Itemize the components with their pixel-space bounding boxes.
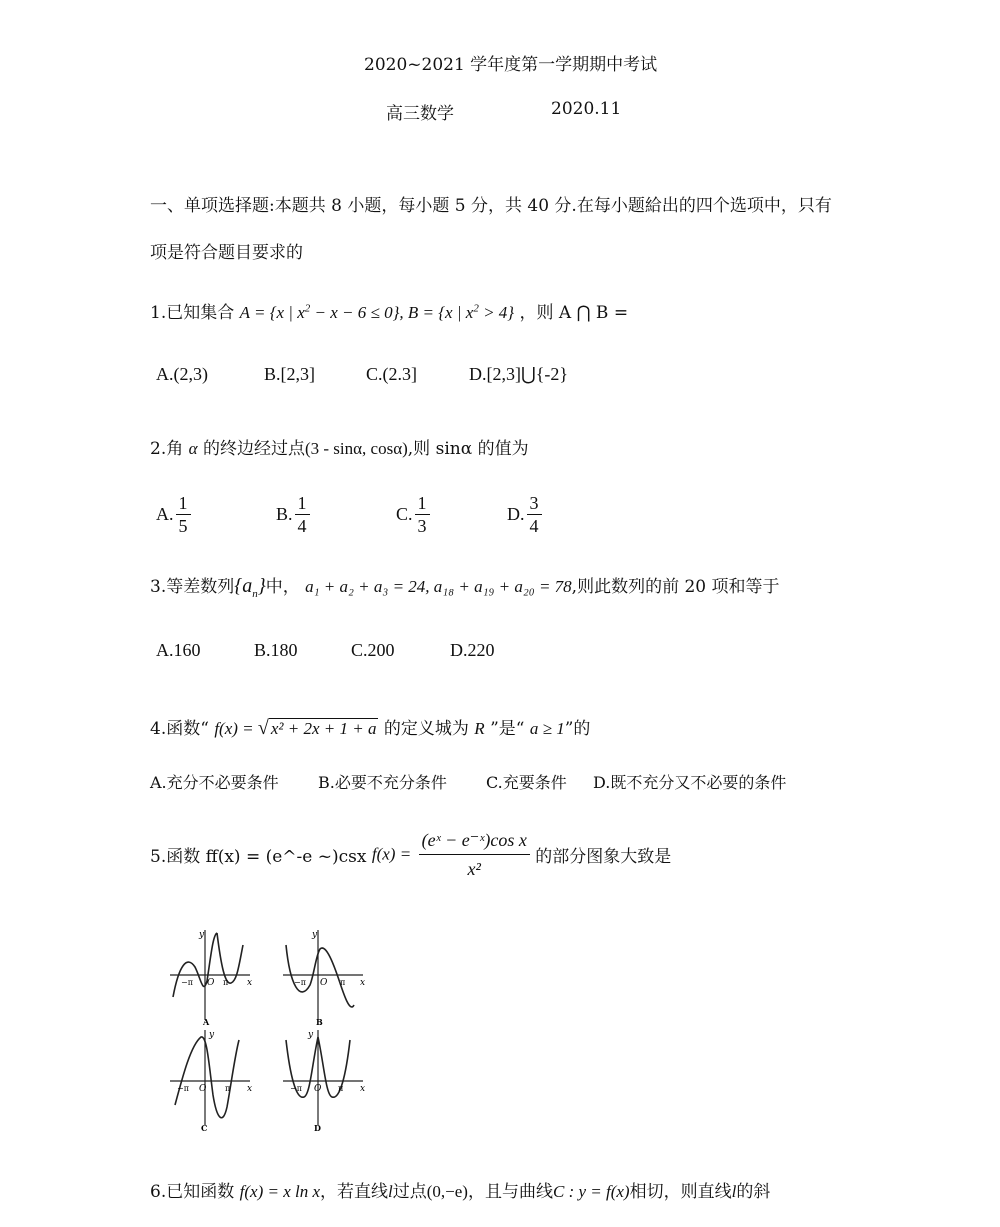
graph-c[interactable] bbox=[165, 1025, 255, 1135]
q1-option-b[interactable]: B.[2,3] bbox=[264, 364, 315, 384]
origin-label: O bbox=[314, 1084, 322, 1094]
q3-option-d[interactable]: D.220 bbox=[450, 640, 495, 660]
y-label: y bbox=[308, 1030, 314, 1040]
q5-fraction: $\frac{\text{(eˣ − e⁻ˣ)cos x}}{\text{x²}}$ bbox=[419, 826, 530, 883]
neg-pi-label: −π bbox=[181, 978, 193, 987]
origin-label: O bbox=[320, 978, 328, 988]
x-label: x bbox=[247, 1084, 253, 1094]
question-4 bbox=[150, 714, 590, 740]
graph-d[interactable] bbox=[278, 1025, 368, 1135]
q1-option-d[interactable]: D.[2,3]⋃{-2} bbox=[469, 364, 569, 384]
exam-title: 2020~2021 学年度第一学期期中考试 bbox=[364, 55, 658, 75]
question-3 bbox=[150, 572, 780, 600]
q6-mid1: ，若直线 bbox=[320, 1182, 389, 1202]
graph-b-svg bbox=[278, 925, 368, 1025]
origin-label: O bbox=[207, 978, 215, 988]
question-6 bbox=[150, 1177, 770, 1202]
q3-equation: a₁ + a₂ + a₃ = 24, a₁₈ + a₁₉ + a₂₀ = 78 bbox=[305, 577, 572, 596]
graph-a[interactable] bbox=[165, 925, 255, 1025]
q3-mid: 中， bbox=[265, 577, 300, 597]
curve bbox=[175, 1037, 239, 1118]
q4-suffix2: ”的 bbox=[564, 719, 591, 739]
q4-suffix1: ”是“ bbox=[490, 719, 525, 739]
q4-option-b[interactable]: B.必要不充分条件 bbox=[318, 773, 447, 792]
q3-option-b[interactable]: B.180 bbox=[254, 640, 298, 660]
q2-option-a[interactable]: A. $\frac{1}{5}$ bbox=[156, 492, 191, 537]
q5-prefix: 5.函数 ff(x) = (e^-e ~)csx bbox=[150, 847, 367, 867]
graph-a-svg bbox=[165, 925, 255, 1025]
neg-pi-label: −π bbox=[177, 1084, 189, 1093]
q3-prefix: 3.等差数列 bbox=[150, 577, 235, 597]
x-label: x bbox=[247, 978, 253, 988]
q6-suffix: 相切，则直线 bbox=[629, 1182, 732, 1202]
curve-right bbox=[217, 933, 243, 983]
graph-b[interactable] bbox=[278, 925, 368, 1025]
graph-c-svg bbox=[165, 1025, 255, 1135]
q6-suffix2: 的斜 bbox=[736, 1182, 771, 1202]
q3-suffix: ,则此数列的前 20 项和等于 bbox=[571, 577, 780, 597]
origin-label: O bbox=[199, 1084, 207, 1094]
q4-option-a[interactable]: A.充分不必要条件 bbox=[150, 773, 279, 792]
graph-label: D bbox=[314, 1123, 321, 1133]
section-instructions-line2: 项是符合题目要求的 bbox=[150, 243, 303, 263]
pi-label: π bbox=[223, 978, 229, 987]
neg-pi-label: −π bbox=[294, 978, 306, 987]
q2-option-c[interactable]: C. $\frac{1}{3}$ bbox=[396, 492, 430, 537]
question-1 bbox=[150, 298, 628, 323]
q6-curve: C : y = f(x) bbox=[552, 1182, 630, 1201]
pi-label: π bbox=[340, 978, 346, 987]
q2-point: (3 - sinα, cosα) bbox=[304, 439, 408, 458]
q3-sequence: $\{a_n\}$ bbox=[234, 575, 266, 600]
section-instructions-line1: 一、单项选择题:本题共 8 小题，每小题 5 分，共 40 分.在每小题給出的四个选项中，只有 bbox=[150, 196, 832, 216]
q2-option-b[interactable]: B. $\frac{1}{4}$ bbox=[276, 492, 310, 537]
q4-R: R bbox=[474, 719, 485, 738]
pi-label: π bbox=[338, 1084, 344, 1093]
sqrt-sign-icon: √ bbox=[257, 717, 269, 739]
graph-label: A bbox=[203, 1017, 210, 1027]
graph-d-svg bbox=[278, 1025, 368, 1135]
exam-date: 2020.11 bbox=[551, 99, 622, 119]
graph-label: C bbox=[201, 1123, 208, 1133]
q6-point: (0,−e) bbox=[426, 1182, 468, 1201]
q5-function: f(x) = bbox=[371, 844, 412, 864]
q6-prefix: 6.已知函数 bbox=[150, 1182, 235, 1202]
x-label: x bbox=[360, 1084, 366, 1094]
q4-option-d[interactable]: D.既不充分又不必要的条件 bbox=[593, 773, 787, 792]
q2-suffix: ,则 sinα 的值为 bbox=[407, 439, 529, 459]
q4-function: f(x) = bbox=[214, 719, 258, 738]
neg-pi-label: −π bbox=[290, 1084, 302, 1093]
q6-mid2: 过点 bbox=[392, 1182, 427, 1202]
exam-subject: 高三数学 bbox=[386, 104, 454, 124]
q4-mid: 的定义城为 bbox=[383, 719, 469, 739]
q4-option-c[interactable]: C.充要条件 bbox=[486, 773, 567, 792]
q1-set-a: A = {x | $x^2 - x - 6 \le 0$}, B = {x | $x^2 > 4$} bbox=[239, 302, 515, 322]
q1-option-c[interactable]: C.(2.3] bbox=[366, 364, 417, 384]
q1-suffix: ，则 A ⋂ B = bbox=[519, 303, 629, 323]
y-label: y bbox=[199, 930, 205, 940]
pi-label: π bbox=[225, 1084, 231, 1093]
q3-option-a[interactable]: A.160 bbox=[156, 640, 201, 660]
q4-condition: a ≥ 1 bbox=[529, 719, 565, 738]
q1-prefix: 1.已知集合 bbox=[150, 303, 235, 323]
curve bbox=[286, 945, 354, 1007]
q6-line-l: l bbox=[388, 1182, 393, 1201]
question-5 bbox=[150, 826, 671, 883]
x-label: x bbox=[360, 978, 366, 988]
q2-alpha: α bbox=[188, 439, 198, 458]
question-2 bbox=[150, 434, 529, 459]
q4-radicand: x² + 2x + 1 + a bbox=[270, 719, 377, 738]
q3-option-c[interactable]: C.200 bbox=[351, 640, 395, 660]
q2-prefix: 2.角 bbox=[150, 439, 184, 459]
q1-option-a[interactable]: A.(2,3) bbox=[156, 364, 208, 384]
q6-mid3: ，且与曲线 bbox=[467, 1182, 553, 1202]
y-label: y bbox=[209, 1030, 215, 1040]
q6-line-l2: l bbox=[731, 1182, 737, 1201]
q2-option-d[interactable]: D. $\frac{3}{4}$ bbox=[507, 492, 542, 537]
q2-mid: 的终边经过点 bbox=[202, 439, 305, 459]
q4-prefix: 4.函数“ bbox=[150, 719, 209, 739]
y-label: y bbox=[312, 930, 318, 940]
q5-suffix: 的部分图象大致是 bbox=[535, 847, 672, 867]
graph-label: B bbox=[316, 1017, 323, 1027]
q6-function: f(x) = x ln x bbox=[239, 1182, 321, 1201]
